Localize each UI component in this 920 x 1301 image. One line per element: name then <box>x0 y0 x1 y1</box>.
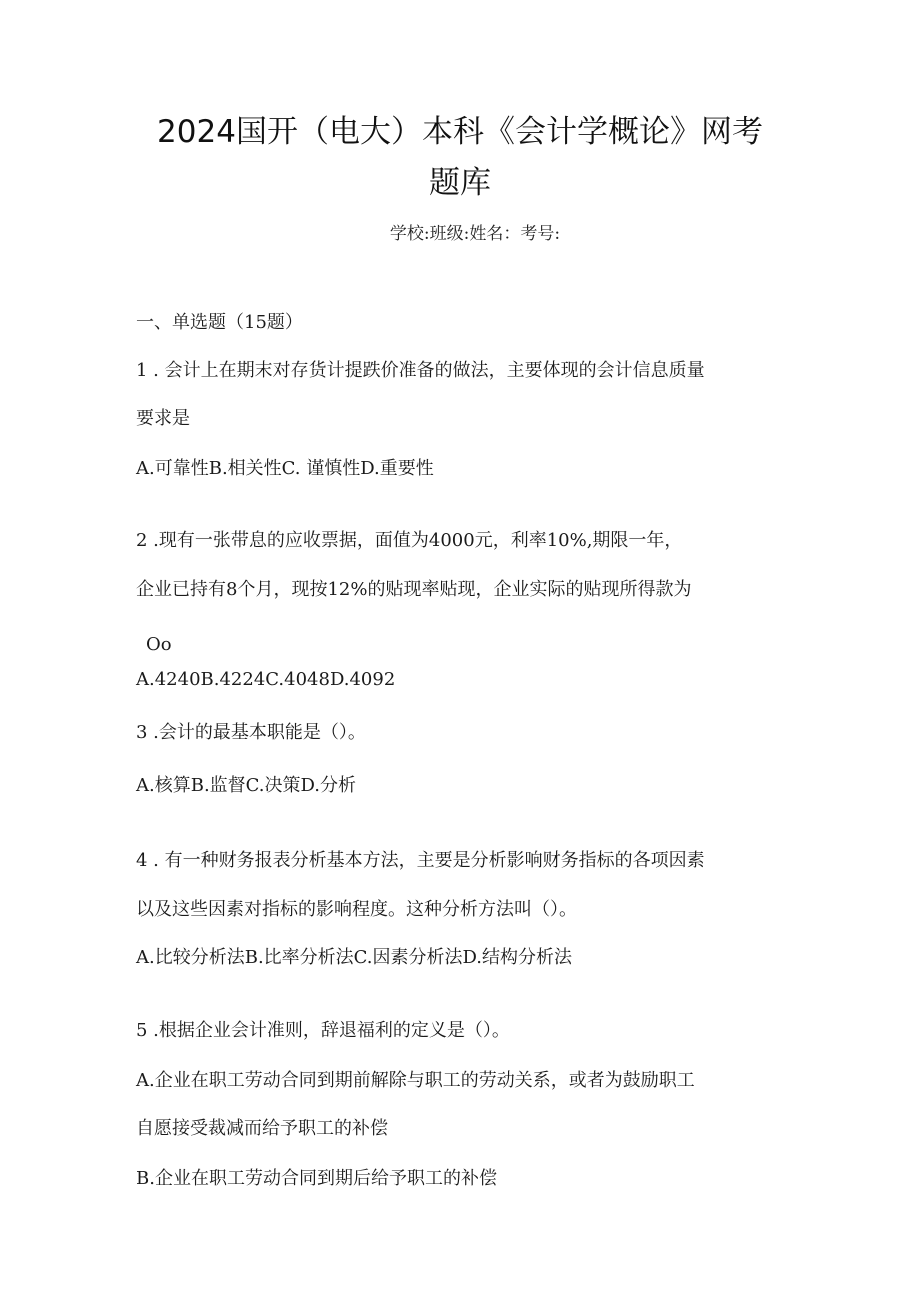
question-5-option-a: A.企业在职工劳动合同到期前解除与职工的劳动关系，或者为鼓励职工 <box>136 1070 695 1091</box>
question-2-text: 2 .现有一张带息的应收票据，面值为4000元，利率10%,期限一年， <box>136 530 683 551</box>
document-title-line-2: 题库 <box>429 165 491 201</box>
question-4-options: A.比较分析法B.比率分析法C.因素分析法D.结构分析法 <box>136 947 573 968</box>
question-4-text: 4 . 有一种财务报表分析基本方法，主要是分析影响财务指标的各项因素 <box>136 850 705 871</box>
question-5-option-b: B.企业在职工劳动合同到期后给予职工的补偿 <box>136 1168 497 1189</box>
question-1-text: 要求是 <box>136 408 190 429</box>
question-1-text: 1 . 会计上在期末对存货计提跌价准备的做法，主要体现的会计信息质量 <box>136 360 705 381</box>
document-title-line-1: 2024国开（电大）本科《会计学概论》网考 <box>157 114 763 150</box>
question-2-text: 企业已持有8个月，现按12%的贴现率贴现，企业实际的贴现所得款为 <box>136 579 692 600</box>
question-1-options: A.可靠性B.相关性C. 谨慎性D.重要性 <box>136 458 434 479</box>
question-3-options: A.核算B.监督C.决策D.分析 <box>136 775 357 796</box>
student-info-line: 学校:班级:姓名：考号: <box>389 224 561 244</box>
question-5-option-a: 自愿接受裁减而给予职工的补偿 <box>136 1118 388 1139</box>
question-4-text: 以及这些因素对指标的影响程度。这种分析方法叫（）。 <box>136 899 577 920</box>
question-3-text: 3 .会计的最基本职能是（）。 <box>136 722 366 743</box>
question-2-text: Oo <box>146 634 172 655</box>
question-5-text: 5 .根据企业会计准则，辞退福利的定义是（）。 <box>136 1020 510 1041</box>
section-heading: 一、单选题（15题） <box>136 312 303 333</box>
question-2-options: A.4240B.4224C.4048D.4092 <box>136 669 396 690</box>
